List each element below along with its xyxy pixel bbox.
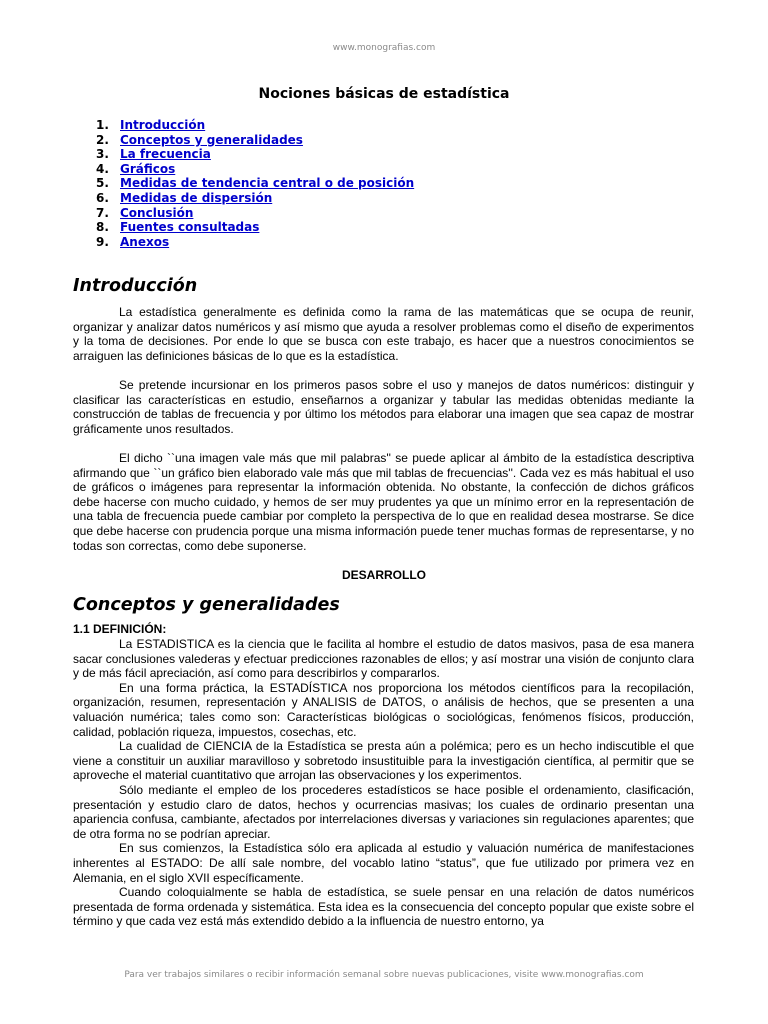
page-header-site: www.monografias.com <box>332 43 436 53</box>
introduccion-body <box>73 305 694 553</box>
subheading-definicion: 1.1 DEFINICIÓN: <box>73 622 167 636</box>
paragraph: La estadística generalmente es definida como la rama de las matemáticas que se ocupa de reunir, organizar y analizar datos numéricos y así mismo que ayuda a resolver problemas como el diseño de experimentos y la toma de decisiones. Por ende lo que se busca con este trabajo, es hacer que a nuestros conocimientos se arraiguen las definiciones básicas de lo que es la estadística. <box>73 305 694 363</box>
toc-number: 8. <box>96 220 109 235</box>
paragraph: En sus comienzos, la Estadística sólo era aplicada al estudio y valuación numérica de manifestaciones inherentes al ESTADO: De allí sale nombre, del vocablo latino “status”, que fue utilizado por primera vez en Alemania, en el siglo XVII específicamente. <box>73 841 694 885</box>
toc-item <box>96 206 414 221</box>
toc-link-graficos[interactable]: Gráficos <box>120 161 176 176</box>
section-heading-conceptos: Conceptos y generalidades <box>73 595 340 615</box>
toc-number: 2. <box>96 132 109 147</box>
toc-item <box>96 147 414 162</box>
toc-item <box>96 191 414 206</box>
toc-number: 1. <box>96 118 109 132</box>
toc-number: 5. <box>96 176 109 191</box>
desarrollo-label: DESARROLLO <box>342 568 426 582</box>
toc-link-fuentes[interactable]: Fuentes consultadas <box>120 220 260 235</box>
toc-number: 3. <box>96 147 109 162</box>
document-title: Nociones básicas de estadística <box>258 86 510 102</box>
conceptos-body <box>73 637 694 929</box>
toc-link-tendencia-central[interactable]: Medidas de tendencia central o de posición <box>120 176 415 191</box>
page-footer-text: Para ver trabajos similares o recibir información semanal sobre nuevas publicaciones, visite www.monografias.com <box>124 970 644 980</box>
paragraph: En una forma práctica, la ESTADÍSTICA nos proporciona los métodos científicos para la recopilación, organización, resumen, representación y ANALISIS de DATOS, o análisis de hechos, que se presenten a una valuación numérica; tales como son: Características biológicas o sociológicas, fenómenos físicos, producción, calidad, población riqueza, impuestos, cosechas, etc. <box>73 680 694 739</box>
paragraph: Sólo mediante el empleo de los procederes estadísticos se hace posible el ordenamiento, clasificación, presentación y estudio claro de datos, hechos y ocurrencias masivas; los cuales de ordinario presentan una apariencia confusa, cambiante, afectados por interrelaciones diversas y variaciones sin regulaciones aparentes; que de otra forma no se podrían apreciar. <box>73 782 694 841</box>
toc-number: 6. <box>96 190 109 205</box>
toc-link-conceptos[interactable]: Conceptos y generalidades <box>120 132 303 147</box>
paragraph: El dicho ``una imagen vale más que mil palabras'' se puede aplicar al ámbito de la estadística descriptiva afirmando que ``un gráfico bien elaborado vale más que mil tablas de frecuencias''. Cada vez es más habitual el uso de gráficos o imágenes para representar la información obtenida. No obstante, la confección de dichos gráficos debe hacerse con mucho cuidado, y hemos de ser muy prudentes ya que un mínimo error en la representación de una tabla de frecuencia puede cambiar por completo la perspectiva de lo que en realidad desea mostrarse. Se dice que debe hacerse con prudencia porque una misma información puede tener muchas formas de representarse, y no todas son correctas, como debe suponerse. <box>73 450 694 553</box>
toc-item <box>96 118 414 133</box>
section-heading-introduccion: Introducción <box>73 276 198 296</box>
toc-link-introduccion[interactable]: Introducción <box>120 118 206 132</box>
paragraph: La cualidad de CIENCIA de la Estadística se presta aún a polémica; pero es un hecho indiscutible el que viene a constituir un auxiliar maravilloso y sobretodo insustituible para la investigación científica, al permitir que se aproveche el material cuantitativo que arrojan las observaciones y los experimentos. <box>73 739 694 783</box>
paragraph: Cuando coloquialmente se habla de estadística, se suele pensar en una relación de datos numéricos presentada de forma ordenada y sistemática. Esta idea es la consecuencia del concepto popular que existe sobre el término y que cada vez está más extendido debido a la influencia de nuestro entorno, ya <box>73 885 694 929</box>
toc-number: 7. <box>96 205 109 220</box>
toc-number: 4. <box>96 161 109 176</box>
toc-item <box>96 133 414 148</box>
paragraph: Se pretende incursionar en los primeros pasos sobre el uso y manejos de datos numéricos: distinguir y clasificar las características en estudio, enseñarnos a organizar y tabular las medidas obtenidas mediante la construcción de tablas de frecuencia y por último los métodos para elaborar una imagen que sea capaz de mostrar gráficamente unos resultados. <box>73 377 694 436</box>
toc-link-frecuencia[interactable]: La frecuencia <box>120 147 211 162</box>
toc-item <box>96 162 414 177</box>
toc-link-dispersion[interactable]: Medidas de dispersión <box>120 190 273 205</box>
toc-item <box>96 176 414 191</box>
toc-item <box>96 220 414 235</box>
table-of-contents <box>96 118 414 249</box>
toc-link-anexos[interactable]: Anexos <box>120 234 170 249</box>
toc-item <box>96 235 414 250</box>
paragraph: La ESTADISTICA es la ciencia que le facilita al hombre el estudio de datos masivos, pasa de esa manera sacar conclusiones valederas y efectuar predicciones razonables de ellos; y así mostrar una visión de conjunto clara y de más fácil apreciación, así como para describirlos y compararlos. <box>73 637 694 681</box>
toc-link-conclusion[interactable]: Conclusión <box>120 205 194 220</box>
toc-number: 9. <box>96 234 109 249</box>
